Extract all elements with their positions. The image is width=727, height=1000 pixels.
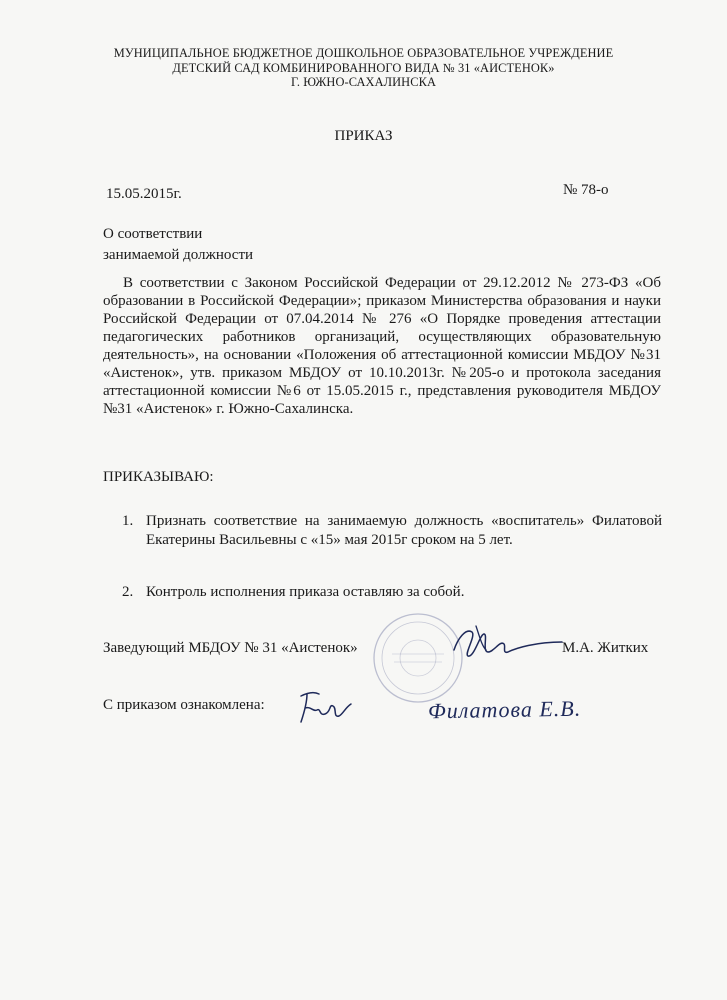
header-line-1: МУНИЦИПАЛЬНОЕ БЮДЖЕТНОЕ ДОШКОЛЬНОЕ ОБРАЗОВАТЕЛЬНОЕ УЧРЕЖДЕНИЕ	[113, 46, 614, 60]
order-word: ПРИКАЗЫВАЮ:	[103, 469, 214, 485]
header-line-3: Г. ЮЖНО-САХАЛИНСКА	[290, 75, 437, 89]
list-item	[122, 583, 662, 602]
order-date: 15.05.2015г.	[106, 186, 182, 202]
subject-line-2: занимаемой должности	[103, 247, 254, 263]
header-line-2: ДЕТСКИЙ САД КОМБИНИРОВАННОГО ВИДА № 31 «АИСТЕНОК»	[172, 60, 555, 75]
head-signature	[446, 620, 566, 664]
employee-signature	[295, 686, 355, 730]
handwritten-name: Филатова Е.В.	[427, 695, 582, 724]
subject-line-1: О соответствии	[103, 226, 203, 242]
institution-header	[0, 46, 727, 90]
body-paragraph: В соответствии с Законом Российской Федерации от 29.12.2012 № 273-ФЗ «Об образовании в Российской Федерации»; приказом Министерства образования и науки Российской Федерации от 07.04.2014 № 276 «О Порядке проведения аттестации педагогических работников организаций, осуществляющих образовательную деятельность», на основании «Положения об аттестационной комиссии МБДОУ №31 «Аистенок», утв. приказом МБДОУ от 10.10.2013г. №205-о и протокола заседания аттестационной комиссии №6 от 15.05.2015 г., представления руководителя МБДОУ №31 «Аистенок» г. Южно-Сахалинска.	[103, 275, 661, 417]
list-item-number: 2.	[122, 584, 134, 600]
document-title: ПРИКАЗ	[334, 128, 393, 144]
list-item	[122, 512, 662, 550]
head-position: Заведующий МБДОУ № 31 «Аистенок»	[103, 640, 358, 656]
list-item-text: Контроль исполнения приказа оставляю за собой.	[146, 584, 465, 600]
order-subject	[103, 224, 253, 266]
head-name: М.А. Житких	[562, 640, 649, 656]
order-body	[103, 274, 661, 418]
list-item-text: Признать соответствие на занимаемую должность «воспитатель» Филатовой Екатерины Васильевны с «15» мая 2015г сроком на 5 лет.	[146, 513, 662, 548]
order-number: № 78-о	[563, 182, 609, 198]
acknowledgement-label: С приказом ознакомлена:	[103, 697, 265, 713]
list-item-number: 1.	[122, 513, 134, 529]
